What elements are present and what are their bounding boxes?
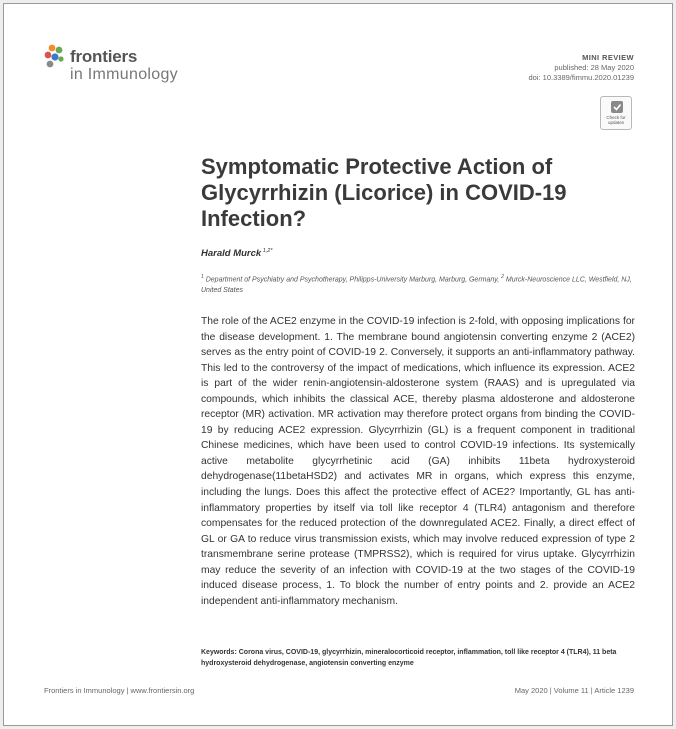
journal-logo[interactable] <box>44 44 194 86</box>
check-updates-label: Check for updates <box>606 115 626 125</box>
affiliations <box>201 272 641 296</box>
affil-sup-2: 2 <box>501 274 504 280</box>
journal-name-line1: frontiers <box>70 47 138 66</box>
frontiers-logo-icon <box>44 44 68 70</box>
logo-dot-grey <box>47 61 54 68</box>
paper-page <box>3 3 673 726</box>
author-affiliation-marks: 1,2* <box>261 248 273 254</box>
journal-name-line2: in Immunology <box>70 66 178 83</box>
logo-dot-green <box>56 47 63 54</box>
logo-dot-blue <box>51 53 58 60</box>
abstract: The role of the ACE2 enzyme in the COVID-19 infection is 2-fold, with opposing implications for the disease development. 1. The membrane bound angiotensin converting enzyme 2 (ACE2) serves as the entry point of COVID-19 2. Conversely, it supports an anti-inflammatory pathway. This led to the controversy of the impact of medications, which influence its expression. ACE2 is part of the wider renin-angiotensin-aldosterone system (RAAS) and is upregulated via compounds, which inhibits the classical ACE, thereby plasma aldosterone and aldosterone receptor (MR) activation. MR activation may therefore protect organs from binding the COVID-19 by reducing ACE2 expression. Glycyrrhizin (GL) is a frequent component in traditional Chinese medicines, which have been used to control COVID-19 infections. Its systemically active metabolite glycyrrhetinic acid (GA) inhibits 11beta hydroxysteroid dehydrogenase(11betaHSD2) and activates MR in organs, which express this enzyme, including the lungs. Does this affect the protective effect of ACE2? Importantly, GL has anti-inflammatory properties by itself via toll like receptor 4 (TLR4) antagonism and therefore compensates for the reduced protection of the downregulated ACE2. Finally, a direct effect of GL or GA to reduce virus transmission exists, which may involve reduced expression of type 2 transmembrane serine protease (TMPRSS2), which is required for virus uptake. Glycyrrhizin may reduce the severity of an infection with COVID-19 at the two stages of the COVID-19 induced disease process, 1. To block the number of entry points and 2. provide an ACE2 independent anti-inflammatory mechanism. <box>201 316 635 607</box>
keywords-label: Keywords: <box>201 649 237 656</box>
author-line <box>201 248 273 259</box>
article-type: MINI REVIEW <box>582 53 634 62</box>
published-date: published: 28 May 2020 <box>554 63 634 72</box>
footer-citation: May 2020 | Volume 11 | Article 1239 <box>514 686 634 695</box>
article-title: Symptomatic Protective Action of Glycyrrhizin (Licorice) in COVID-19 Infection? <box>201 154 567 231</box>
affil-text-2: Murck-Neuroscience LLC, Westfield, NJ, United States <box>201 276 632 295</box>
check-for-updates-button[interactable] <box>600 96 632 130</box>
logo-dot-orange <box>49 45 56 52</box>
affil-sup-1: 1 <box>201 274 204 280</box>
logo-dot-red <box>45 52 52 59</box>
article-meta <box>529 53 635 83</box>
footer-journal[interactable]: Frontiers in Immunology | www.frontiersin.org <box>44 686 195 695</box>
doi-link[interactable]: doi: 10.3389/fimmu.2020.01239 <box>528 73 634 82</box>
logo-dot-green2 <box>58 56 63 61</box>
author-name[interactable]: Harald Murck <box>201 248 262 260</box>
affil-text-1: Department of Psychiatry and Psychotherapy, Philipps-University Marburg, Marburg, Germany, <box>203 276 502 284</box>
check-updates-icon <box>610 100 624 114</box>
keywords-list: Corona virus, COVID-19, glycyrrhizin, mineralocorticoid receptor, inflammation, toll like receptor 4 (TLR4), 11 beta hydroxysteroid dehydrogenase, angiotensin converting enzyme <box>201 649 617 667</box>
keywords <box>201 647 635 669</box>
